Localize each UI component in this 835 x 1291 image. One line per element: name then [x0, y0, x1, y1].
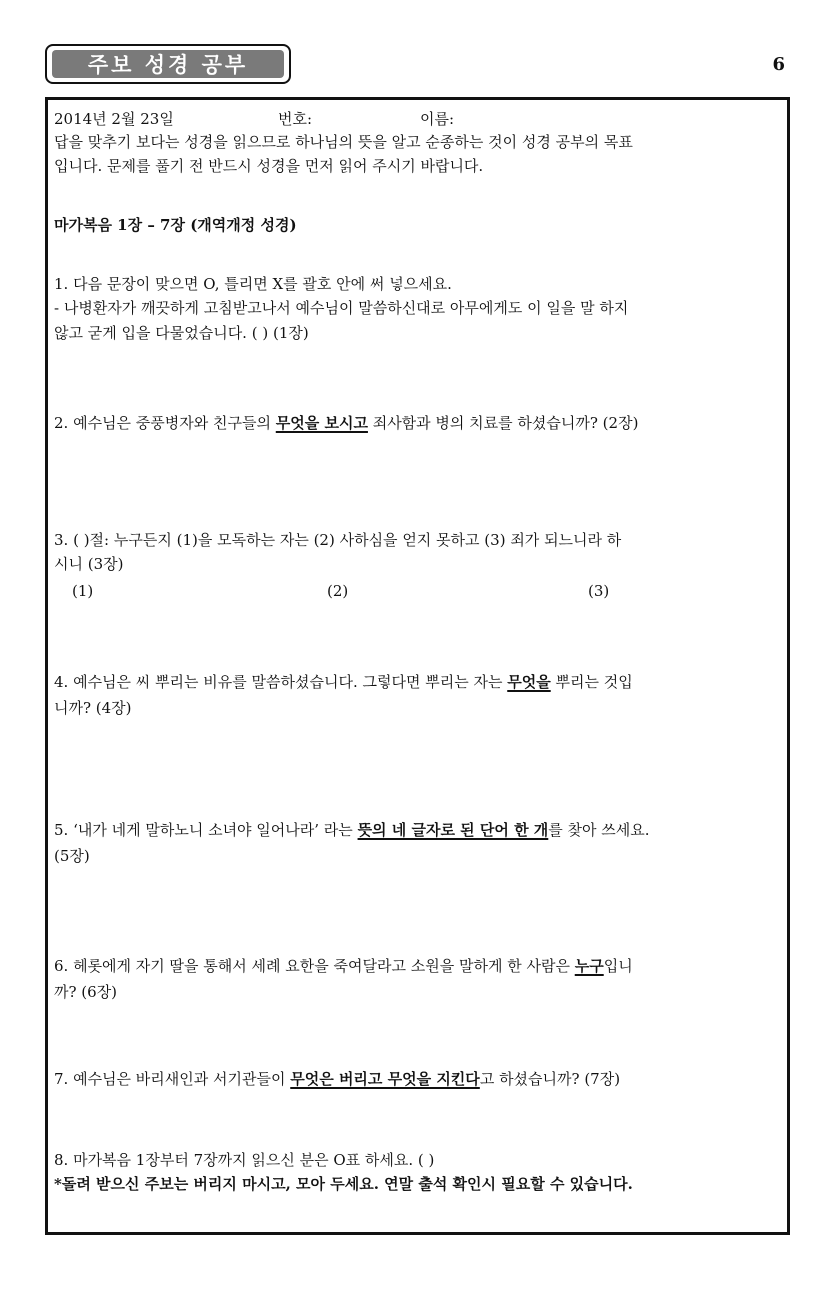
- question-1-line-1: 1. 다음 문장이 맞으면 O, 틀리면 X를 괄호 안에 써 넣으세요.: [54, 275, 452, 293]
- page-header-tab: [45, 44, 291, 84]
- question-2-text-end: 죄사함과 병의 치료를 하셨습니까? (2장): [367, 414, 639, 432]
- name-label: 이름:: [420, 110, 455, 128]
- question-3-line-2: 시니 (3장): [54, 555, 124, 573]
- intro-line-2: 입니다. 문제를 풀기 전 반드시 성경을 먼저 읽어 주시기 바랍니다.: [54, 157, 484, 175]
- question-6-line-2: 까? (6장): [54, 983, 118, 1001]
- question-2: [54, 412, 785, 434]
- question-4-emphasis: 무엇을: [507, 673, 551, 691]
- answer-slot-1: (1): [72, 582, 94, 600]
- question-7: [54, 1068, 785, 1090]
- footer-note: *돌려 받으신 주보는 버리지 마시고, 모아 두세요. 연말 출석 확인시 필요할 수 있습니다.: [54, 1175, 633, 1193]
- question-5-text: 5. ‘내가 네게 말하노니 소녀야 일어나라’ 라는: [54, 821, 358, 839]
- question-2-text: 2. 예수님은 중풍병자와 친구들의: [54, 414, 276, 432]
- question-4-text: 4. 예수님은 씨 뿌리는 비유를 말씀하셨습니다. 그렇다면 뿌리는 자는: [54, 673, 508, 691]
- number-label: 번호:: [278, 110, 313, 128]
- question-1-line-3: 않고 굳게 입을 다물었습니다. ( ) (1장): [54, 324, 309, 342]
- question-5-line-2: (5장): [54, 847, 90, 865]
- answer-slot-3: (3): [588, 582, 610, 600]
- question-7-text: 7. 예수님은 바리새인과 서기관들이: [54, 1070, 291, 1088]
- question-4-line-2: 니까? (4장): [54, 699, 132, 717]
- question-7-emphasis: 무엇은 버리고 무엇을 지킨다: [290, 1070, 480, 1088]
- question-6-emphasis: 누구: [574, 957, 604, 975]
- question-4-line-1: [54, 671, 785, 693]
- question-1-line-2: - 나병환자가 깨끗하게 고침받고나서 예수님이 말씀하신대로 아무에게도 이 일을 말 하지: [54, 299, 629, 317]
- question-6-text-end: 입니: [603, 957, 633, 975]
- question-7-text-end: 고 하셨습니까? (7장): [479, 1070, 621, 1088]
- intro-line-1: 답을 맞추기 보다는 성경을 읽으므로 하나님의 뜻을 알고 순종하는 것이 성경 공부의 목표: [54, 133, 633, 151]
- section-title: 마가복음 1장 – 7장 (개역개정 성경): [54, 216, 297, 234]
- question-5-text-end: 를 찾아 쓰세요.: [548, 821, 650, 839]
- worksheet-box: [45, 97, 790, 1235]
- question-5-line-1: [54, 819, 785, 841]
- question-3-line-1: 3. ( )절: 누구든지 (1)을 모독하는 자는 (2) 사하심을 얻지 못하고 (3) 죄가 되느니라 하: [54, 531, 622, 549]
- question-5-emphasis: 뜻의 네 글자로 된 단어 한 개: [357, 821, 549, 839]
- question-8: 8. 마가복음 1장부터 7장까지 읽으신 분은 O표 하세요. ( ): [54, 1151, 435, 1169]
- question-4-text-end: 뿌리는 것입: [550, 673, 633, 691]
- answer-slot-2: (2): [327, 582, 349, 600]
- header-title: 주보 성경 공부: [52, 50, 284, 78]
- question-6-text: 6. 헤롯에게 자기 딸을 통해서 세례 요한을 죽여달라고 소원을 말하게 한 사람은: [54, 957, 575, 975]
- date-text: 2014년 2월 23일: [54, 110, 174, 128]
- page-number: 6: [772, 54, 785, 75]
- question-2-emphasis: 무엇을 보시고: [275, 414, 368, 432]
- question-6-line-1: [54, 955, 785, 977]
